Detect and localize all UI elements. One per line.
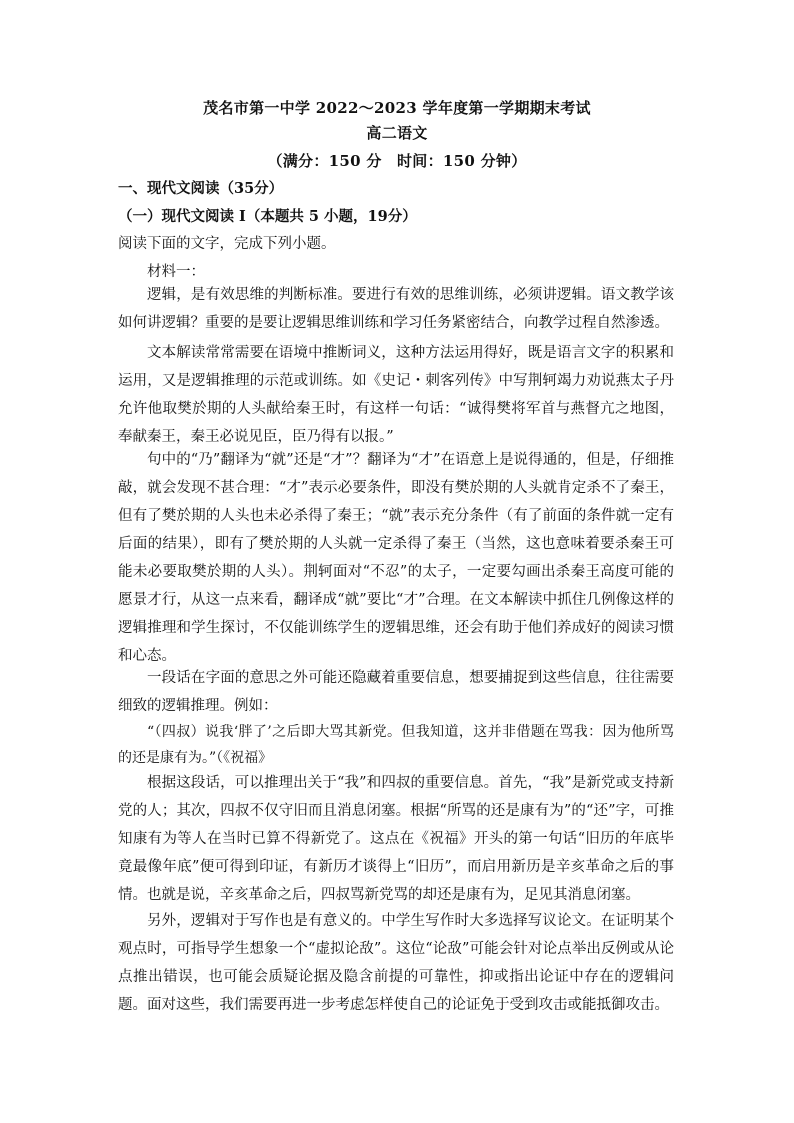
subsection-heading: （一）现代文阅读 I（本题共 5 小题，19分） bbox=[118, 208, 417, 225]
exam-meta: （满分：150 分 时间：150 分钟） bbox=[267, 152, 527, 170]
exam-subject: 高二语文 bbox=[366, 124, 428, 142]
paragraph-2: 文本解读常常需要在语境中推断词义，这种方法运用得好，既是语言文字的积累和运用，又是逻辑推理的示范或训练。如《史记・刺客列传》中写荆轲竭力劝说燕太子丹允许他取樊於期的人头献给秦王时，有这样一句话：“诚得樊将军首与燕督亢之地图，奉献秦王，秦王必说见臣，臣乃得有以报。” bbox=[118, 345, 674, 445]
quoted-excerpt: “（四叔）说我‘胖了’之后即大骂其新党。但我知道，这并非借题在骂我：因为他所骂的还是康有为。”（《祝福》 bbox=[118, 724, 674, 766]
instruction-text: 阅读下面的文字，完成下列小题。 bbox=[118, 236, 336, 252]
paragraph-5: 根据这段话，可以推理出关于“我”和四叔的重要信息。首先，“我”是新党或支持新党的人；其次，四叔不仅守旧而且消息闭塞。根据“所骂的还是康有为”的“还”字，可推知康有为等人在当时已算不得新党了。这点在《祝福》开头的第一句话“旧历的年底毕竟最像年底”便可得到印证，有新历才谈得上“旧历”，而启用新历是辛亥革命之后的事情。也就是说，辛亥革命之后，四叔骂新党骂的却还是康有为，足见其消息闭塞。 bbox=[118, 775, 674, 903]
exam-title: 茂名市第一中学 2022～2023 学年度第一学期期末考试 bbox=[203, 99, 591, 117]
paragraph-3: 句中的“乃”翻译为“就”还是“才”？翻译为“才”在语意上是说得通的，但是，仔细推敲，就会发现不甚合理：“才”表示必要条件，即没有樊於期的人头就肯定杀不了秦王，但有了樊於期的人头也未必杀得了秦王；“就”表示充分条件（有了前面的条件就一定有后面的结果），即有了樊於期的人头就一定杀得了秦王（当然，这也意味着要杀秦王可能未必要取樊於期的人头）。荆轲面对“不忍”的太子，一定要勾画出杀秦王高度可能的愿景才行，从这一点来看，翻译成“就”要比“才”合理。在文本解读中抓住几例像这样的逻辑推理和学生探讨，不仅能训练学生的逻辑思维，还会有助于他们养成好的阅读习惯和心态。 bbox=[118, 452, 674, 664]
paragraph-6: 另外，逻辑对于写作也是有意义的。中学生写作时大多选择写议论文。在证明某个观点时，可指导学生想象一个“虚拟论敌”。这位“论敌”可能会针对论点举出反例或从论点推出错误，也可能会质疑论据及隐含前提的可靠性，抑或指出论证中存在的逻辑问题。面对这些，我们需要再进一步考虑怎样使自己的论证免于受到攻击或能抵御攻击。 bbox=[118, 913, 674, 1013]
section-heading: 一、现代文阅读（35分） bbox=[118, 180, 284, 197]
material-label: 材料一： bbox=[147, 264, 205, 280]
paragraph-4: 一段话在字面的意思之外可能还隐藏着重要信息，想要捕捉到这些信息，往往需要细致的逻辑推理。例如： bbox=[118, 670, 674, 714]
paragraph-1: 逻辑，是有效思维的判断标准。要进行有效的思维训练，必须讲逻辑。语文教学该如何讲逻辑？重要的是要让逻辑思维训练和学习任务紧密结合，向教学过程自然渗透。 bbox=[118, 287, 674, 331]
